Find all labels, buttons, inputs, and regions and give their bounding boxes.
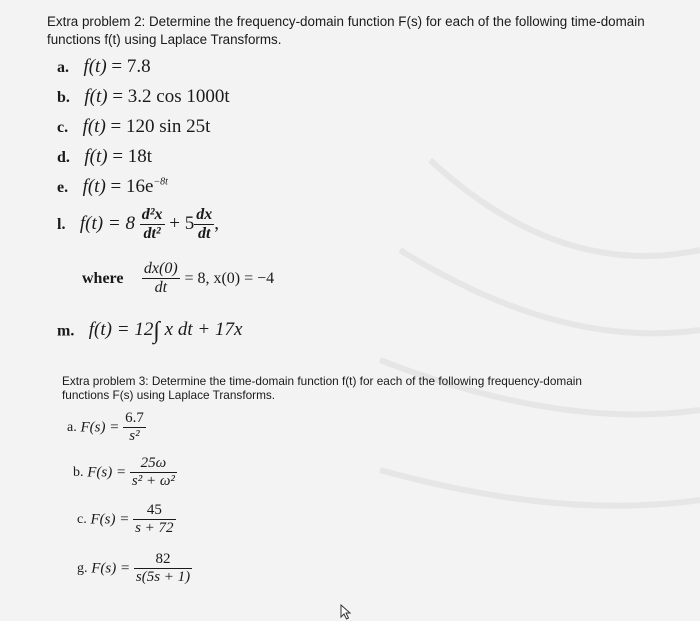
problem-2-intro: Extra problem 2: Determine the frequency-domain function F(s) for each of the following time-domain functions f(t) using Laplace Transforms. — [47, 14, 645, 47]
plus-term: + 5 — [169, 213, 195, 235]
item-label: d. — [57, 149, 70, 166]
problem-3-item-a — [67, 410, 146, 446]
problem-2-item-a — [57, 56, 151, 78]
conditions-text: = 8, x(0) = −4 — [184, 270, 275, 288]
item-lhs: F(s) = — [91, 560, 131, 577]
first-derivative-fraction: $\frac{dx}{dt}$ — [196, 206, 213, 243]
comma: , — [214, 213, 219, 235]
item-label: g. — [77, 560, 88, 576]
item-label: b. — [57, 89, 70, 106]
initial-derivative-fraction: $\frac{dx(0)}{dt}$ — [143, 260, 178, 297]
item-fraction: $\frac{82}{s(5s + 1)}$ — [135, 551, 191, 586]
item-lhs: f(t) — [83, 56, 107, 77]
item-lhs: f(t) — [84, 146, 108, 167]
item-label: m. — [57, 322, 75, 340]
item-fraction: $\frac{45}{s + 72}$ — [135, 502, 174, 537]
initial-conditions — [82, 260, 274, 298]
mouse-pointer-icon — [340, 604, 354, 620]
problem-3-intro: Extra problem 3: Determine the time-domain function f(t) for each of the following frequency-domain functions F(s) using Laplace Transforms. — [62, 374, 582, 402]
problem-2-item-b — [57, 86, 230, 108]
where-label: where — [82, 269, 124, 287]
integral-sign: ∫ — [153, 318, 160, 344]
problem-2-item-c — [57, 116, 210, 138]
item-label: b. — [73, 464, 84, 480]
problem-2-item-e — [57, 176, 168, 198]
item-lhs: f(t) — [82, 176, 106, 197]
item-fraction: $\frac{6.7}{\text{s²}}$ — [125, 410, 144, 445]
problem-2-item-m — [57, 318, 242, 345]
item-rhs: x dt + 17x — [164, 319, 243, 340]
item-label: e. — [57, 179, 69, 196]
item-lhs: f(t) = 12 — [88, 319, 154, 340]
item-label: c. — [77, 511, 87, 527]
item-lhs: F(s) = — [87, 464, 127, 481]
item-lhs: f(t) — [84, 86, 108, 107]
problem-2-item-d — [57, 146, 152, 168]
item-rhs: = 7.8 — [111, 56, 151, 77]
item-label: a. — [67, 419, 77, 435]
item-label: c. — [57, 119, 69, 136]
item-rhs: = 18t — [112, 146, 153, 167]
item-lhs: f(t) — [82, 116, 106, 137]
problem-3-item-c — [77, 502, 176, 538]
item-fraction: $\frac{25\omega}{\text{s² + ω²}}$ — [131, 455, 175, 490]
item-rhs: = 120 sin 25t — [110, 116, 211, 137]
item-label: l. — [57, 215, 66, 233]
item-label: a. — [57, 59, 69, 76]
item-exponent: −8t — [153, 176, 168, 188]
item-lhs: F(s) = — [80, 419, 120, 436]
item-lhs: f(t) = 8 — [79, 213, 135, 235]
item-rhs: = 16e — [110, 176, 154, 197]
problem-3-item-g — [77, 551, 192, 587]
problem-3-item-b — [73, 455, 177, 491]
problem-2-item-l — [57, 206, 219, 244]
item-lhs: F(s) = — [90, 511, 130, 528]
second-derivative-fraction: $\frac{\text{d²x}}{\text{dt²}}$ — [141, 206, 163, 243]
item-rhs: = 3.2 cos 1000t — [112, 86, 230, 107]
